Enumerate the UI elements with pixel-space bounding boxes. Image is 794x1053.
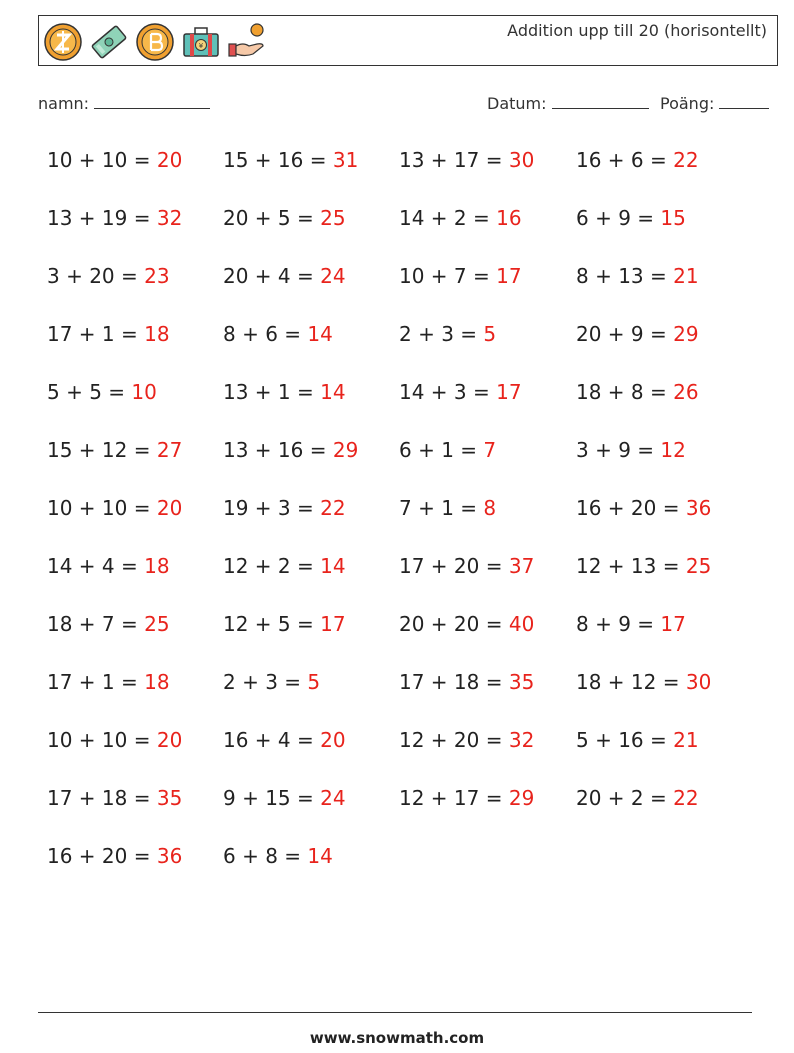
problem-answer: 22 [320, 496, 346, 520]
problem-question: 5 + 5 = [47, 380, 126, 404]
problem-question: 8 + 9 = [576, 612, 655, 636]
problem-item [47, 496, 217, 520]
problem-answer: 35 [156, 786, 183, 810]
worksheet-title: Addition upp till 20 (horisontellt) [507, 21, 767, 40]
bitcoin-coin-icon [135, 22, 175, 62]
problem-question: 20 + 5 = [223, 206, 314, 230]
svg-text:¥: ¥ [198, 42, 204, 50]
problem-item [576, 438, 746, 462]
problem-question: 10 + 7 = [399, 264, 490, 288]
hand-coin-icon [227, 22, 267, 62]
problem-question: 13 + 1 = [223, 380, 314, 404]
problem-answer: 22 [673, 786, 699, 810]
header-icons [43, 22, 267, 62]
problem-item [47, 844, 217, 868]
problem-answer: 20 [320, 728, 346, 752]
problem-item [399, 786, 569, 810]
problem-item [223, 844, 393, 868]
problem-question: 10 + 10 = [47, 496, 151, 520]
problem-question: 17 + 1 = [47, 670, 138, 694]
problem-answer: 25 [144, 612, 170, 636]
problem-question: 5 + 16 = [576, 728, 667, 752]
footer-url: www.snowmath.com [309, 1029, 485, 1047]
problem-answer: 25 [685, 554, 712, 578]
problem-question: 14 + 4 = [47, 554, 138, 578]
problem-question: 2 + 3 = [223, 670, 302, 694]
problem-item [576, 380, 746, 404]
problem-answer: 21 [673, 728, 699, 752]
problem-question: 16 + 20 = [576, 496, 680, 520]
problem-answer: 29 [508, 786, 535, 810]
problem-answer: 20 [156, 496, 183, 520]
problem-answer: 17 [496, 380, 522, 404]
worksheet-header [38, 15, 778, 66]
problem-item [399, 438, 569, 462]
problem-item [223, 380, 393, 404]
problem-question: 13 + 16 = [223, 438, 327, 462]
problem-answer: 20 [156, 148, 183, 172]
problem-question: 20 + 4 = [223, 264, 314, 288]
problem-question: 17 + 18 = [47, 786, 151, 810]
problem-item [576, 496, 746, 520]
problem-item [399, 206, 569, 230]
problem-answer: 12 [660, 438, 686, 462]
problem-answer: 8 [483, 496, 497, 520]
problem-question: 18 + 12 = [576, 670, 680, 694]
problem-question: 13 + 17 = [399, 148, 503, 172]
problem-answer: 16 [496, 206, 522, 230]
problem-item [223, 670, 393, 694]
problem-question: 12 + 17 = [399, 786, 503, 810]
problem-question: 15 + 12 = [47, 438, 151, 462]
problem-answer: 24 [320, 786, 346, 810]
date-line[interactable] [552, 94, 649, 109]
problem-question: 12 + 20 = [399, 728, 503, 752]
footer-divider [38, 1012, 752, 1013]
problem-question: 20 + 9 = [576, 322, 667, 346]
problem-question: 6 + 1 = [399, 438, 478, 462]
problem-answer: 14 [320, 554, 346, 578]
problem-item [223, 438, 393, 462]
problem-answer: 26 [673, 380, 699, 404]
problem-item [576, 728, 746, 752]
name-line[interactable] [94, 94, 210, 109]
problem-item [576, 670, 746, 694]
problem-item [576, 322, 746, 346]
problem-question: 17 + 18 = [399, 670, 503, 694]
problem-item [223, 148, 393, 172]
problem-answer: 10 [131, 380, 157, 404]
problem-item [576, 264, 746, 288]
problem-answer: 17 [660, 612, 686, 636]
problem-question: 13 + 19 = [47, 206, 151, 230]
problem-item [47, 786, 217, 810]
problem-answer: 32 [508, 728, 535, 752]
score-line[interactable] [719, 94, 769, 109]
problem-item [576, 612, 746, 636]
problem-question: 16 + 6 = [576, 148, 667, 172]
problem-item [47, 438, 217, 462]
problem-item [47, 148, 217, 172]
problem-item [223, 612, 393, 636]
banknote-icon [89, 22, 129, 62]
problem-answer: 21 [673, 264, 699, 288]
problem-answer: 36 [156, 844, 183, 868]
problem-answer: 5 [307, 670, 321, 694]
problem-question: 19 + 3 = [223, 496, 314, 520]
problem-item [47, 670, 217, 694]
problem-question: 20 + 20 = [399, 612, 503, 636]
problem-answer: 14 [307, 844, 333, 868]
problem-question: 2 + 3 = [399, 322, 478, 346]
problem-item [399, 670, 569, 694]
problem-answer: 25 [320, 206, 346, 230]
problem-item [576, 148, 746, 172]
problem-question: 8 + 13 = [576, 264, 667, 288]
problem-answer: 24 [320, 264, 346, 288]
problem-question: 10 + 10 = [47, 728, 151, 752]
problem-question: 8 + 6 = [223, 322, 302, 346]
name-field [38, 94, 210, 113]
problem-item [47, 612, 217, 636]
problem-item [576, 554, 746, 578]
score-field [660, 94, 769, 113]
problem-item [399, 322, 569, 346]
problem-item [47, 380, 217, 404]
problem-question: 20 + 2 = [576, 786, 667, 810]
name-label: namn: [38, 94, 90, 113]
problem-item [223, 322, 393, 346]
problem-answer: 18 [144, 670, 170, 694]
problem-answer: 36 [685, 496, 712, 520]
problem-answer: 40 [508, 612, 535, 636]
problem-item [47, 264, 217, 288]
yen-briefcase-icon [181, 22, 221, 62]
problem-answer: 14 [320, 380, 346, 404]
problem-answer: 17 [320, 612, 346, 636]
problem-answer: 32 [156, 206, 183, 230]
problem-answer: 30 [508, 148, 535, 172]
problem-item [223, 206, 393, 230]
problem-question: 16 + 4 = [223, 728, 314, 752]
problem-answer: 20 [156, 728, 183, 752]
problem-question: 18 + 8 = [576, 380, 667, 404]
date-label: Datum: [487, 94, 547, 113]
problem-item [399, 612, 569, 636]
problem-question: 10 + 10 = [47, 148, 151, 172]
problem-item [223, 728, 393, 752]
problem-item [399, 148, 569, 172]
problem-question: 12 + 13 = [576, 554, 680, 578]
problem-item [399, 496, 569, 520]
problem-item [223, 264, 393, 288]
problem-answer: 30 [685, 670, 712, 694]
problem-answer: 29 [332, 438, 359, 462]
date-field [487, 94, 649, 113]
problem-item [223, 786, 393, 810]
problem-answer: 7 [483, 438, 497, 462]
problem-answer: 23 [144, 264, 170, 288]
problem-answer: 37 [508, 554, 535, 578]
problem-question: 18 + 7 = [47, 612, 138, 636]
problem-answer: 15 [660, 206, 686, 230]
problem-item [576, 786, 746, 810]
problem-answer: 31 [332, 148, 359, 172]
problem-item [47, 322, 217, 346]
problem-question: 3 + 20 = [47, 264, 138, 288]
problem-question: 3 + 9 = [576, 438, 655, 462]
problem-item [399, 264, 569, 288]
problem-item [47, 728, 217, 752]
problem-answer: 18 [144, 322, 170, 346]
problem-item [399, 728, 569, 752]
problem-answer: 14 [307, 322, 333, 346]
problem-question: 14 + 2 = [399, 206, 490, 230]
problem-question: 6 + 8 = [223, 844, 302, 868]
problem-question: 9 + 15 = [223, 786, 314, 810]
problem-answer: 5 [483, 322, 497, 346]
problem-question: 12 + 5 = [223, 612, 314, 636]
problem-question: 17 + 20 = [399, 554, 503, 578]
problem-question: 7 + 1 = [399, 496, 478, 520]
score-label: Poäng: [660, 94, 715, 113]
problem-answer: 27 [156, 438, 183, 462]
problem-item [47, 554, 217, 578]
problem-answer: 35 [508, 670, 535, 694]
problem-question: 6 + 9 = [576, 206, 655, 230]
problem-answer: 22 [673, 148, 699, 172]
zcash-coin-icon [43, 22, 83, 62]
problem-answer: 18 [144, 554, 170, 578]
problem-item [223, 554, 393, 578]
problem-question: 17 + 1 = [47, 322, 138, 346]
problem-question: 16 + 20 = [47, 844, 151, 868]
problem-item [47, 206, 217, 230]
problem-item [576, 206, 746, 230]
problem-item [399, 554, 569, 578]
problem-question: 15 + 16 = [223, 148, 327, 172]
problem-question: 12 + 2 = [223, 554, 314, 578]
problem-item [399, 380, 569, 404]
problem-item [223, 496, 393, 520]
problem-question: 14 + 3 = [399, 380, 490, 404]
problem-answer: 29 [673, 322, 699, 346]
problem-answer: 17 [496, 264, 522, 288]
